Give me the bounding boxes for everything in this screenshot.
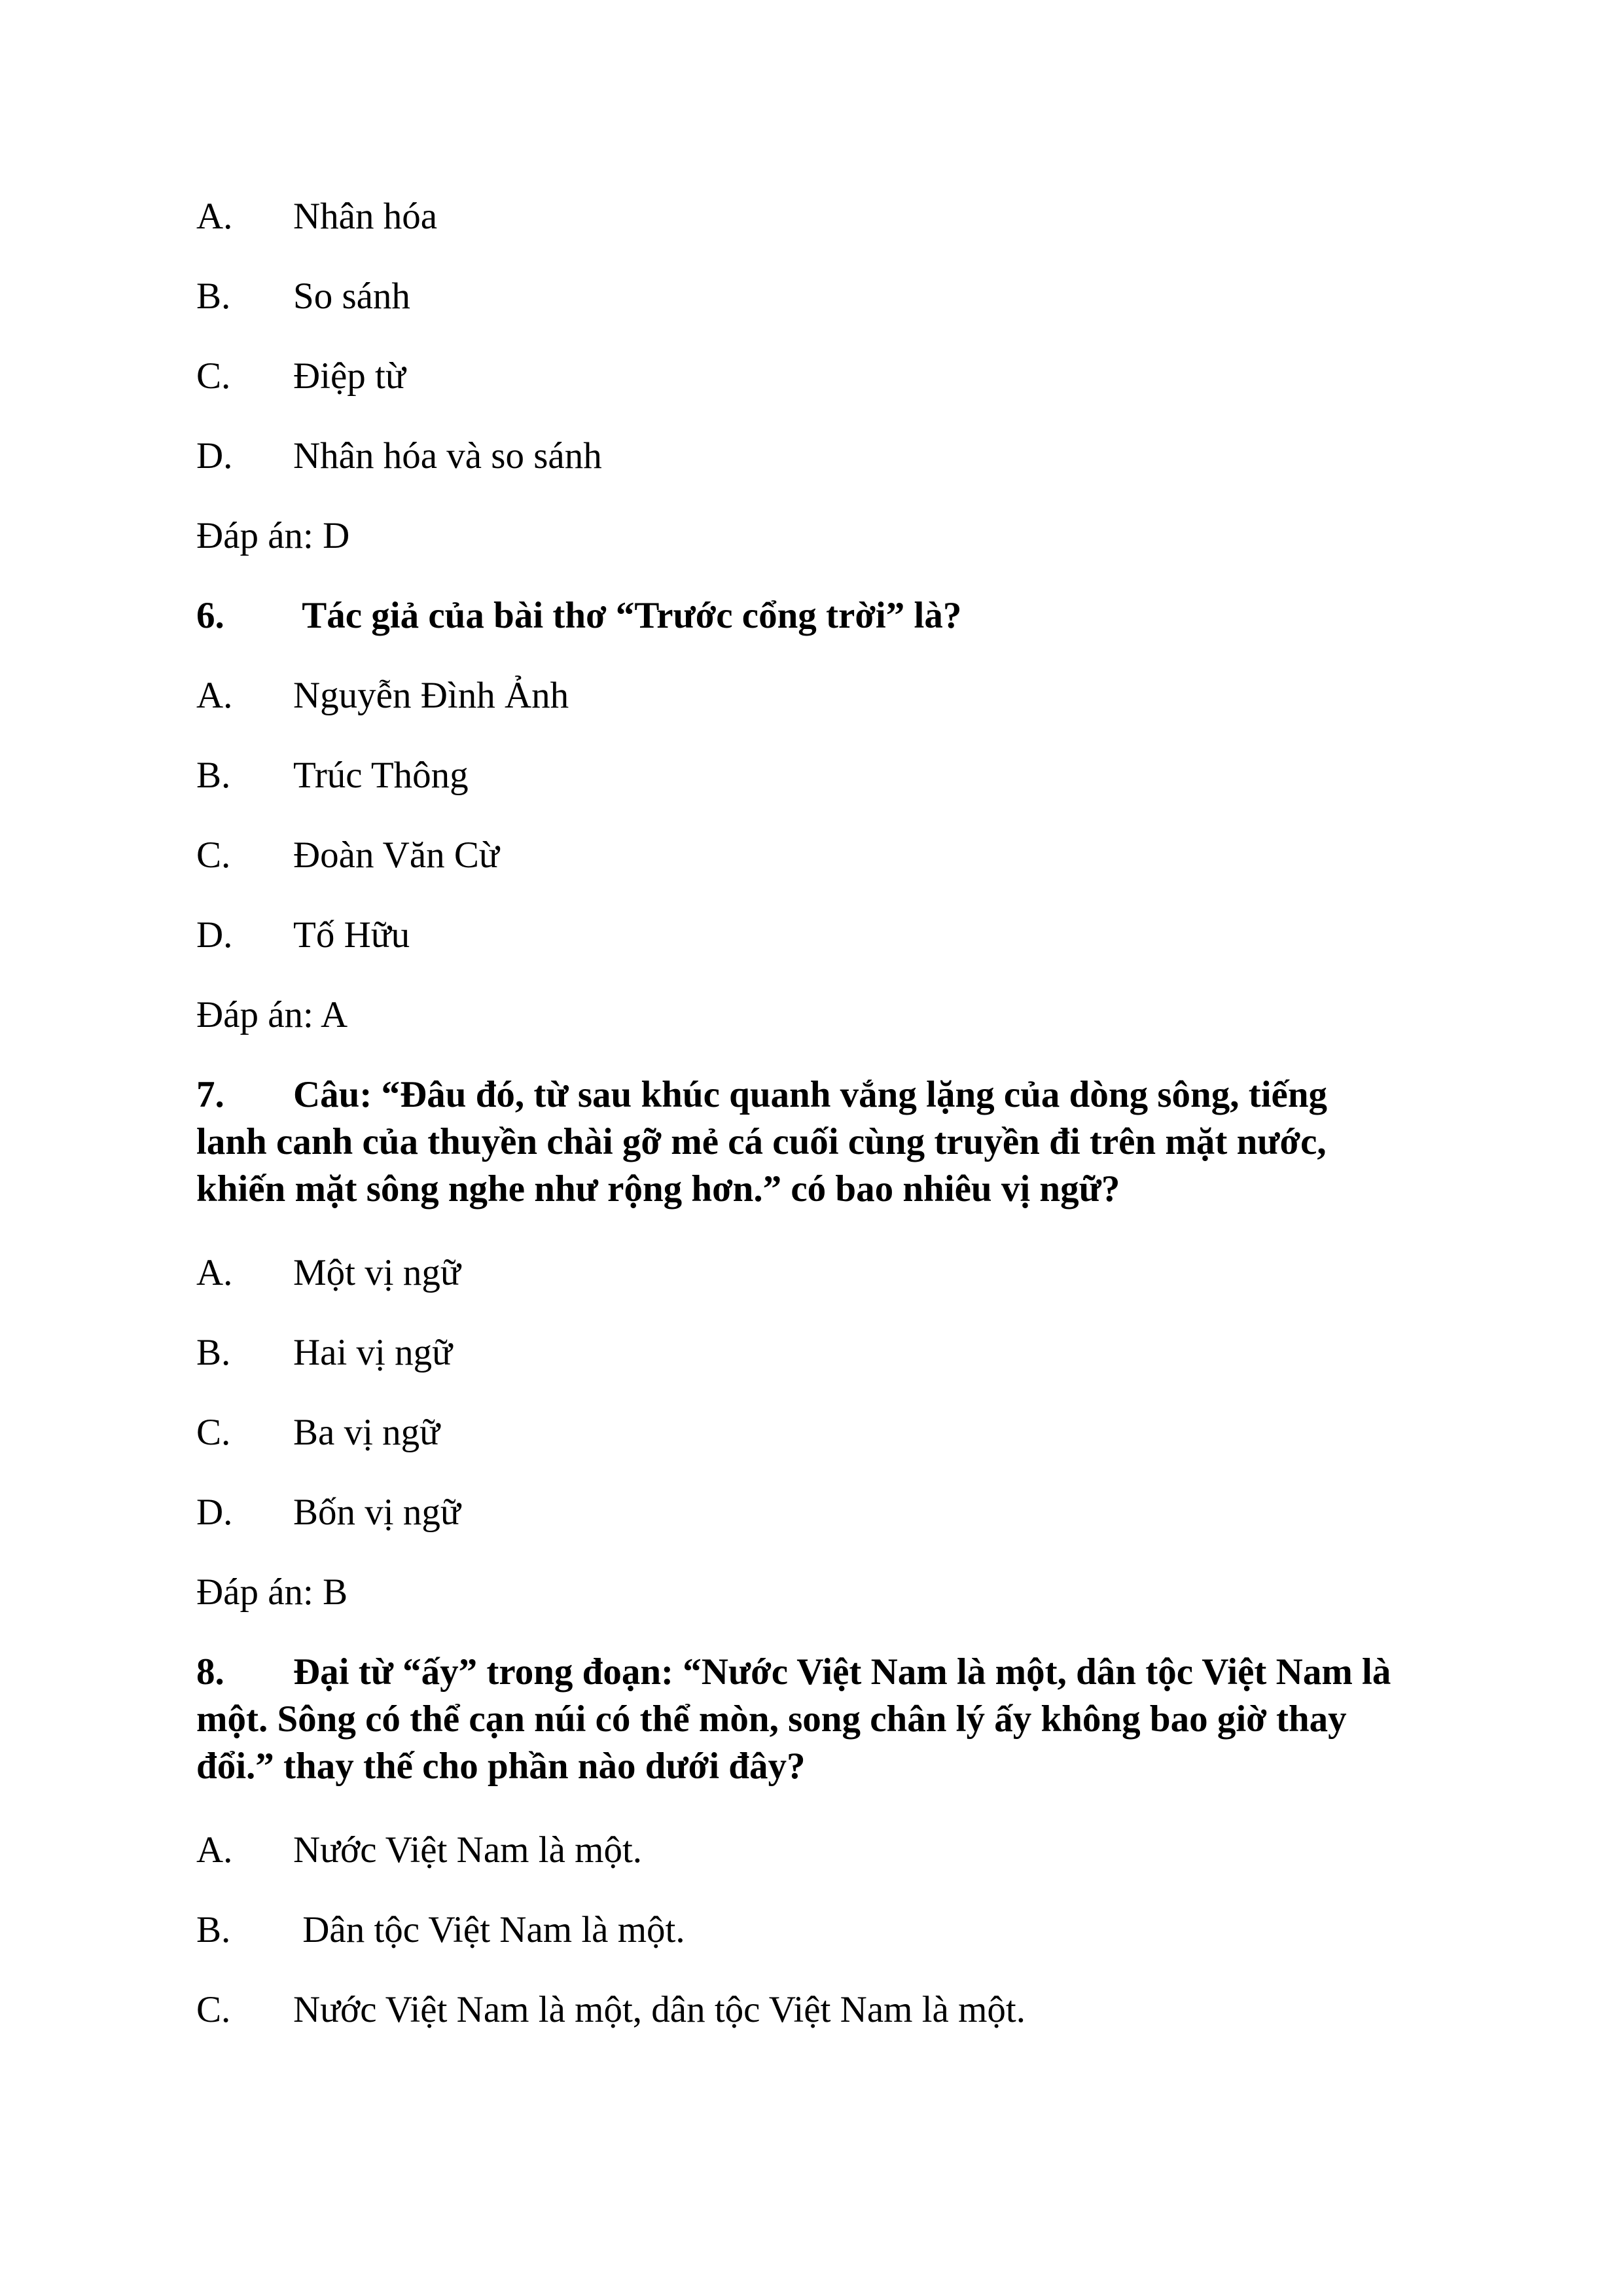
option-text: Đoàn Văn Cừ: [293, 834, 499, 876]
question-text: Đại từ “ấy” trong đoạn: “Nước Việt Nam là một, dân tộc Việt Nam là: [293, 1651, 1391, 1693]
q7-question-line-1: [196, 1073, 1327, 1117]
q5-option-c: [196, 355, 406, 398]
q7-option-d: [196, 1491, 461, 1534]
option-text: Nguyễn Đình Ảnh: [293, 675, 569, 716]
q5-option-a: [196, 195, 437, 238]
q8-option-a: [196, 1829, 642, 1872]
option-letter: A.: [196, 196, 233, 237]
option-letter: B.: [196, 755, 231, 796]
option-text: Tố Hữu: [293, 914, 410, 956]
q8-question-line-2: một. Sông có thể cạn núi có thể mòn, song chân lý ấy không bao giờ thay: [196, 1698, 1347, 1740]
q7-question-line-3: khiến mặt sông nghe như rộng hơn.” có bao nhiêu vị ngữ?: [196, 1168, 1120, 1210]
option-text: Hai vị ngữ: [293, 1332, 453, 1373]
q7-answer: Đáp án: B: [196, 1571, 348, 1613]
option-text: Một vị ngữ: [293, 1252, 461, 1293]
q7-option-b: [196, 1331, 452, 1374]
q8-option-c: [196, 1988, 1026, 2032]
option-letter: A.: [196, 675, 233, 716]
option-letter: B.: [196, 276, 231, 317]
q6-answer: Đáp án: A: [196, 994, 348, 1035]
q8-question-line-3: đổi.” thay thế cho phần nào dưới đây?: [196, 1746, 806, 1787]
q7-option-a: [196, 1251, 461, 1295]
option-text: Nhân hóa: [293, 196, 438, 237]
q6-option-b: [196, 754, 469, 797]
option-letter: B.: [196, 1332, 231, 1373]
q6-option-c: [196, 834, 499, 877]
option-letter: D.: [196, 914, 233, 956]
option-letter: D.: [196, 1492, 233, 1533]
option-letter: B.: [196, 1909, 231, 1950]
option-text: Điệp từ: [293, 355, 406, 397]
option-letter: A.: [196, 1829, 233, 1871]
q5-option-b: [196, 275, 410, 318]
question-text: Câu: “Đâu đó, từ sau khúc quanh vắng lặng của dòng sông, tiếng: [293, 1074, 1328, 1115]
q6-question: [196, 594, 961, 637]
option-text: Trúc Thông: [293, 755, 469, 796]
q8-option-b: [196, 1909, 685, 1952]
q5-option-d: [196, 435, 602, 478]
option-letter: C.: [196, 1412, 231, 1453]
question-number: 6.: [196, 595, 224, 636]
option-letter: C.: [196, 355, 231, 397]
option-text: So sánh: [293, 276, 410, 317]
question-number: 8.: [196, 1651, 224, 1693]
q6-option-a: [196, 674, 569, 717]
option-letter: A.: [196, 1252, 233, 1293]
q7-option-c: [196, 1411, 440, 1454]
q6-option-d: [196, 914, 410, 957]
option-text: Bốn vị ngữ: [293, 1492, 461, 1533]
option-letter: D.: [196, 435, 233, 476]
question-number: 7.: [196, 1074, 224, 1115]
option-letter: C.: [196, 834, 231, 876]
option-text: Dân tộc Việt Nam là một.: [293, 1909, 685, 1950]
option-text: Nhân hóa và so sánh: [293, 435, 602, 476]
q5-answer: Đáp án: D: [196, 515, 350, 556]
option-text: Nước Việt Nam là một.: [293, 1829, 643, 1871]
option-text: Nước Việt Nam là một, dân tộc Việt Nam là một.: [293, 1989, 1026, 2030]
q8-question-line-1: [196, 1651, 1391, 1694]
option-text: Ba vị ngữ: [293, 1412, 440, 1453]
q7-question-line-2: lanh canh của thuyền chài gỡ mẻ cá cuối cùng truyền đi trên mặt nước,: [196, 1121, 1327, 1162]
question-text: Tác giả của bài thơ “Trước cổng trời” là?: [293, 595, 962, 636]
option-letter: C.: [196, 1989, 231, 2030]
